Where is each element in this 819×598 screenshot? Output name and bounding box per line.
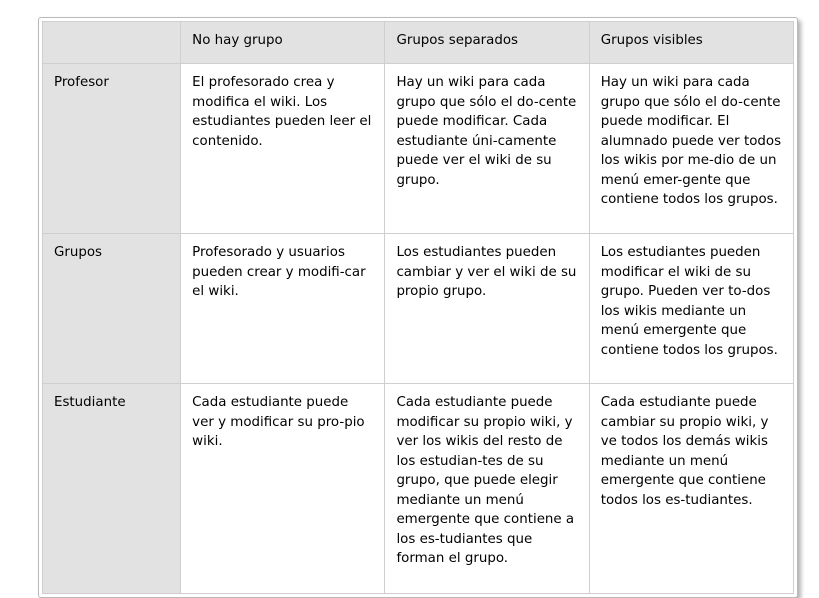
table-row	[43, 234, 794, 384]
row-header-estudiante: Estudiante	[43, 384, 181, 594]
cell-estudiante-separate-groups	[385, 384, 589, 594]
wiki-group-modes-table-container	[38, 17, 798, 598]
cell-text: Hay un wiki para cada grupo que sólo el do-cente puede modificar. El alumnado puede ver todos los wikis por me-dio de un menú emer-gente que contiene todos los grupos.	[600, 75, 782, 207]
cell-profesor-visible-groups	[589, 64, 793, 234]
row-header-profesor: Profesor	[43, 64, 181, 234]
cell-text: Cada estudiante puede modificar su propio wiki, y ver los wikis del resto de los estudian-tes de su grupo, que puede elegir mediante un menú emergente que contiene a los es-tudiantes que forman el grupo.	[396, 395, 575, 566]
table-header-row	[43, 22, 794, 64]
cell-text: Los estudiantes pueden cambiar y ver el wiki de su propio grupo.	[396, 245, 577, 299]
cell-text: Hay un wiki para cada grupo que sólo el do-cente puede modificar. Cada estudiante úni-camente puede ver el wiki de su grupo.	[396, 75, 577, 188]
cell-text: El profesorado crea y modifica el wiki. Los estudiantes pueden leer el contenido.	[192, 75, 372, 149]
cell-grupos-visible-groups	[589, 234, 793, 384]
cell-profesor-no-group	[181, 64, 385, 234]
cell-text: Cada estudiante puede cambiar su propio wiki, y ve todos los demás wikis mediante un menú emergente que contiene todos los es-tudiantes.	[600, 395, 769, 508]
wiki-group-modes-table	[42, 21, 794, 594]
row-header-grupos: Grupos	[43, 234, 181, 384]
column-header-visible-groups: Grupos visibles	[589, 22, 793, 64]
cell-text: Cada estudiante puede ver y modificar su pro-pio wiki.	[192, 395, 365, 449]
column-header-no-group: No hay grupo	[181, 22, 385, 64]
table-header	[43, 22, 794, 64]
cell-profesor-separate-groups	[385, 64, 589, 234]
table-corner-cell	[43, 22, 181, 64]
cell-estudiante-visible-groups	[589, 384, 793, 594]
table-row	[43, 64, 794, 234]
table-row	[43, 384, 794, 594]
column-header-separate-groups: Grupos separados	[385, 22, 589, 64]
cell-estudiante-no-group	[181, 384, 385, 594]
cell-grupos-separate-groups	[385, 234, 589, 384]
cell-grupos-no-group	[181, 234, 385, 384]
cell-text: Profesorado y usuarios pueden crear y modifi-car el wiki.	[192, 245, 366, 299]
cell-text: Los estudiantes pueden modificar el wiki de su grupo. Pueden ver to-dos los wikis mediante un menú emergente que contiene todos los grupos.	[600, 245, 778, 358]
table-body	[43, 64, 794, 594]
